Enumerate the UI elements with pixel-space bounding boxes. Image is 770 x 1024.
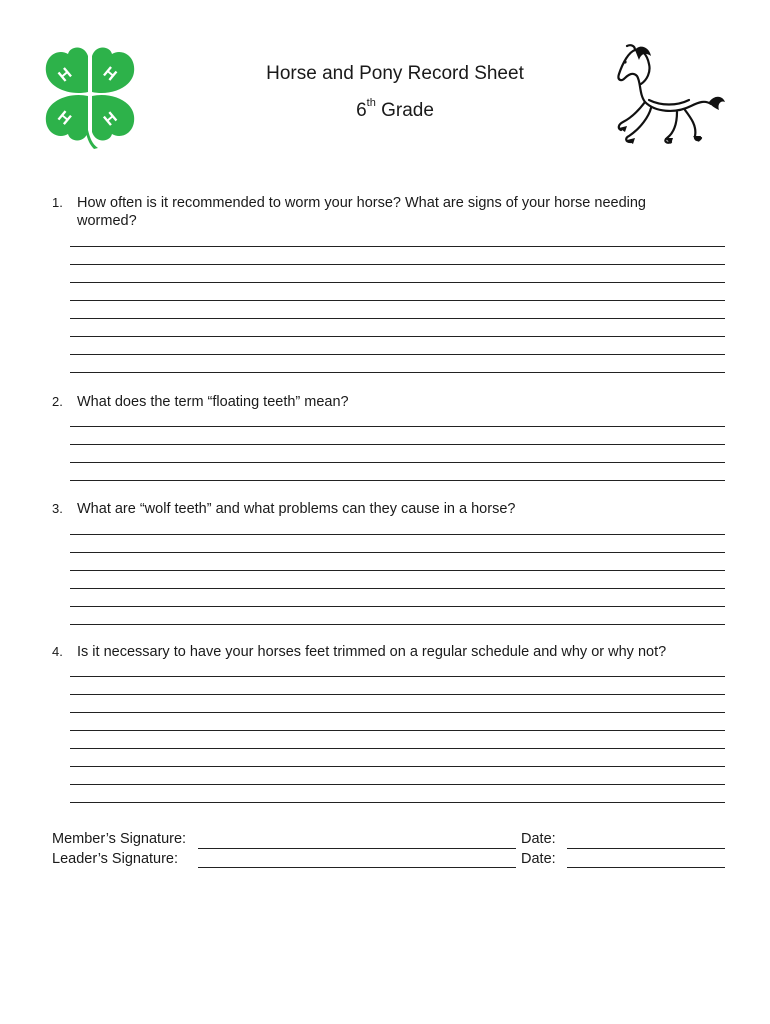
answer-line[interactable] — [70, 606, 725, 607]
four-h-clover-icon — [40, 44, 140, 150]
answer-line[interactable] — [70, 534, 725, 535]
answer-line[interactable] — [70, 588, 725, 589]
question-text: What does the term “floating teeth” mean? — [77, 394, 349, 410]
answer-line[interactable] — [70, 282, 725, 283]
answer-line[interactable] — [70, 480, 725, 481]
member-signature-label: Member’s Signature: — [52, 831, 187, 847]
question-number: 1. — [52, 195, 63, 210]
member-signature-line[interactable] — [198, 848, 516, 849]
question-3 — [52, 500, 702, 518]
answer-line[interactable] — [70, 784, 725, 785]
answer-line[interactable] — [70, 748, 725, 749]
answer-line[interactable] — [70, 246, 725, 247]
answer-line[interactable] — [70, 336, 725, 337]
answer-line[interactable] — [70, 552, 725, 553]
svg-text:H: H — [54, 108, 74, 129]
member-date-label: Date: — [521, 831, 556, 847]
question-2 — [52, 393, 702, 411]
question-number: 4. — [52, 644, 63, 659]
question-text: Is it necessary to have your horses feet trimmed on a regular schedule and why or why not? — [77, 644, 667, 660]
answer-line[interactable] — [70, 354, 725, 355]
answer-line[interactable] — [70, 444, 725, 445]
leader-signature-label: Leader’s Signature: — [52, 851, 179, 867]
question-4 — [52, 643, 702, 661]
answer-line[interactable] — [70, 462, 725, 463]
leader-date-label: Date: — [521, 851, 556, 867]
answer-line[interactable] — [70, 802, 725, 803]
svg-text:H: H — [100, 109, 121, 130]
question-1 — [52, 194, 702, 230]
answer-line[interactable] — [70, 318, 725, 319]
answer-line[interactable] — [70, 730, 725, 731]
answer-line[interactable] — [70, 694, 725, 695]
answer-line[interactable] — [70, 300, 725, 301]
answer-line[interactable] — [70, 372, 725, 373]
question-number: 2. — [52, 394, 63, 409]
galloping-horse-icon — [605, 42, 727, 146]
answer-line[interactable] — [70, 426, 725, 427]
answer-line[interactable] — [70, 712, 725, 713]
answer-line[interactable] — [70, 676, 725, 677]
question-number: 3. — [52, 501, 63, 516]
answer-line[interactable] — [70, 264, 725, 265]
question-text: What are “wolf teeth” and what problems can they cause in a horse? — [77, 501, 516, 517]
svg-text:H: H — [99, 64, 120, 85]
question-text: How often is it recommended to worm your horse? What are signs of your horse needing wormed? — [77, 195, 646, 229]
answer-line[interactable] — [70, 570, 725, 571]
answer-line[interactable] — [70, 624, 725, 625]
leader-signature-line[interactable] — [198, 867, 516, 868]
page-title: Horse and Pony Record Sheet — [266, 63, 524, 84]
svg-text:H: H — [55, 64, 76, 86]
answer-line[interactable] — [70, 766, 725, 767]
grade-subtitle: 6th Grade — [356, 97, 434, 121]
leader-date-line[interactable] — [567, 867, 725, 868]
member-date-line[interactable] — [567, 848, 725, 849]
